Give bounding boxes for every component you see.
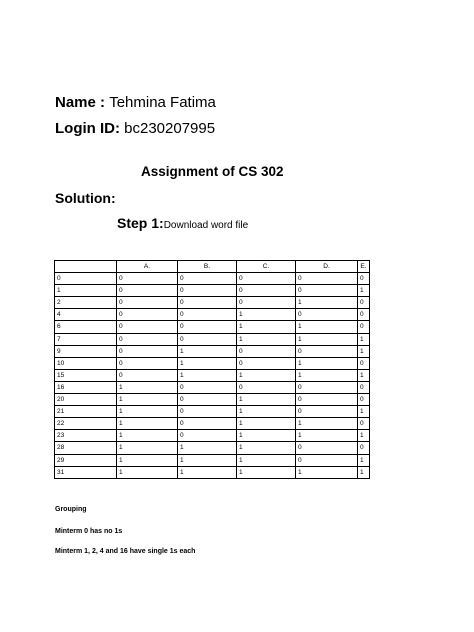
value-cell: 1 [117,406,178,418]
value-cell: 0 [117,309,178,321]
value-cell: 1 [296,321,358,333]
step-label: Step 1: [117,215,164,231]
value-cell: 0 [117,285,178,297]
login-id-line [55,121,215,136]
minterm-cell: 9 [55,345,117,357]
value-cell: 1 [296,466,358,478]
value-cell: 1 [178,345,237,357]
value-cell: 1 [296,297,358,309]
value-cell: 0 [358,381,370,393]
value-cell: 1 [296,430,358,442]
minterm-0-note: Minterm 0 has no 1s [55,528,123,535]
value-cell: 0 [117,333,178,345]
value-cell: 0 [296,381,358,393]
minterm-cell: 2 [55,297,117,309]
value-cell: 0 [296,442,358,454]
name-label: Name : [55,94,110,111]
value-cell: 0 [178,406,237,418]
value-cell: 1 [178,442,237,454]
value-cell: 0 [178,418,237,430]
student-name-line [55,95,216,110]
value-cell: 0 [358,273,370,285]
minterm-cell: 20 [55,394,117,406]
header-row [55,261,370,273]
table-row [55,345,370,357]
value-cell: 1 [117,466,178,478]
value-cell: 1 [237,418,296,430]
value-cell: 0 [296,309,358,321]
table-row [55,285,370,297]
table-row [55,442,370,454]
minterm-cell: 15 [55,369,117,381]
header-cell-c: C. [237,261,296,273]
name-value: Tehmina Fatima [109,94,216,111]
value-cell: 0 [117,297,178,309]
minterm-cell: 21 [55,406,117,418]
header-cell-b: B. [178,261,237,273]
value-cell: 0 [178,321,237,333]
value-cell: 0 [296,454,358,466]
value-cell: 1 [237,309,296,321]
value-cell: 0 [296,406,358,418]
value-cell: 0 [117,273,178,285]
value-cell: 1 [237,406,296,418]
value-cell: 0 [237,285,296,297]
solution-heading: Solution: [55,190,116,206]
value-cell: 1 [117,394,178,406]
grouping-heading: Grouping [55,506,87,513]
value-cell: 1 [358,369,370,381]
value-cell: 0 [237,273,296,285]
table-row [55,381,370,393]
header-cell-e: E. [358,261,370,273]
value-cell: 1 [237,430,296,442]
value-cell: 0 [178,273,237,285]
value-cell: 1 [358,430,370,442]
value-cell: 0 [296,345,358,357]
value-cell: 1 [237,442,296,454]
value-cell: 0 [358,297,370,309]
table-row [55,333,370,345]
value-cell: 1 [117,381,178,393]
value-cell: 0 [237,345,296,357]
minterm-cell: 29 [55,454,117,466]
value-cell: 1 [237,333,296,345]
table-row [55,418,370,430]
value-cell: 1 [178,357,237,369]
value-cell: 1 [358,454,370,466]
table-row [55,454,370,466]
value-cell: 0 [178,309,237,321]
value-cell: 1 [296,333,358,345]
value-cell: 1 [237,466,296,478]
value-cell: 1 [358,466,370,478]
table-row [55,273,370,285]
value-cell: 1 [296,357,358,369]
minterm-cell: 6 [55,321,117,333]
value-cell: 1 [117,442,178,454]
value-cell: 1 [117,418,178,430]
value-cell: 0 [178,381,237,393]
table-row [55,309,370,321]
minterm-cell: 22 [55,418,117,430]
value-cell: 0 [358,321,370,333]
login-id-value: bc230207995 [124,120,216,137]
minterm-cell: 23 [55,430,117,442]
table-row [55,369,370,381]
value-cell: 0 [358,442,370,454]
value-cell: 0 [178,285,237,297]
header-cell-d: D. [296,261,358,273]
minterm-cell: 4 [55,309,117,321]
value-cell: 1 [178,466,237,478]
value-cell: 0 [178,333,237,345]
value-cell: 1 [358,345,370,357]
value-cell: 1 [237,369,296,381]
value-cell: 0 [296,285,358,297]
value-cell: 1 [296,369,358,381]
value-cell: 0 [178,430,237,442]
table-row [55,357,370,369]
value-cell: 0 [237,357,296,369]
value-cell: 0 [358,309,370,321]
truth-table-header [55,261,370,273]
table-row [55,430,370,442]
minterm-cell: 1 [55,285,117,297]
value-cell: 1 [237,394,296,406]
value-cell: 1 [237,454,296,466]
value-cell: 0 [178,394,237,406]
value-cell: 0 [296,273,358,285]
header-cell-a: A. [117,261,178,273]
minterm-cell: 10 [55,357,117,369]
table-row [55,466,370,478]
value-cell: 1 [358,333,370,345]
truth-table [54,260,370,479]
minterm-cell: 31 [55,466,117,478]
value-cell: 1 [117,430,178,442]
truth-table-body [55,273,370,479]
value-cell: 1 [178,454,237,466]
table-row [55,321,370,333]
step-description: Download word file [163,220,249,231]
minterm-cell: 7 [55,333,117,345]
value-cell: 0 [358,418,370,430]
value-cell: 1 [178,369,237,381]
value-cell: 0 [358,357,370,369]
value-cell: 0 [117,357,178,369]
minterm-cell: 16 [55,381,117,393]
value-cell: 0 [296,394,358,406]
value-cell: 0 [117,369,178,381]
value-cell: 1 [237,321,296,333]
minterm-cell: 0 [55,273,117,285]
assignment-title: Assignment of CS 302 [141,164,284,179]
header-cell-minterm [55,261,117,273]
value-cell: 1 [358,285,370,297]
value-cell: 0 [117,345,178,357]
value-cell: 0 [358,394,370,406]
minterm-cell: 28 [55,442,117,454]
value-cell: 1 [117,454,178,466]
table-row [55,394,370,406]
step-1-line [117,216,248,231]
value-cell: 1 [358,406,370,418]
minterm-single-ones-note: Minterm 1, 2, 4 and 16 have single 1s each [55,548,196,555]
value-cell: 1 [296,418,358,430]
value-cell: 0 [237,381,296,393]
table-row [55,406,370,418]
table-row [55,297,370,309]
value-cell: 0 [117,321,178,333]
value-cell: 0 [178,297,237,309]
login-id-label: Login ID: [55,120,125,137]
value-cell: 0 [237,297,296,309]
